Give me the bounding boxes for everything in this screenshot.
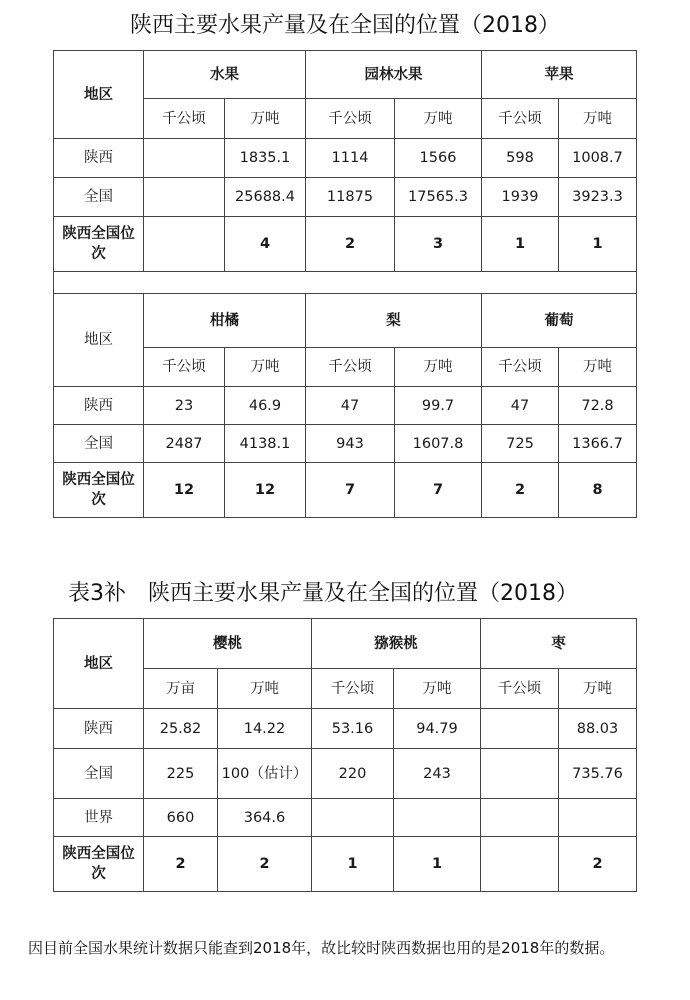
rank-cell: 2 (218, 837, 312, 892)
data-cell: 46.9 (225, 387, 306, 425)
unit-cell: 万吨 (559, 669, 637, 709)
unit-cell: 千公顷 (306, 99, 395, 139)
data-cell: 598 (482, 139, 559, 178)
spacer-row (54, 272, 637, 294)
data-cell: 53.16 (312, 709, 394, 749)
rank-cell: 1 (482, 217, 559, 272)
rank-cell: 12 (225, 463, 306, 518)
group-header: 枣 (481, 619, 637, 669)
data-cell: 88.03 (559, 709, 637, 749)
data-cell: 660 (144, 799, 218, 837)
rank-cell: 7 (306, 463, 395, 518)
data-cell: 100（估计） (218, 749, 312, 799)
rank-cell: 1 (394, 837, 481, 892)
data-cell (559, 799, 637, 837)
area-header: 地区 (54, 294, 144, 387)
data-cell: 23 (144, 387, 225, 425)
row-label: 世界 (54, 799, 144, 837)
unit-cell: 千公顷 (144, 99, 225, 139)
rank-cell: 8 (559, 463, 637, 518)
data-cell: 1607.8 (395, 425, 482, 463)
table-row (54, 749, 637, 799)
rank-label: 陕西全国位次 (54, 837, 144, 892)
group-header: 园林水果 (306, 51, 482, 99)
row-label: 陕西 (54, 139, 144, 178)
data-cell (481, 749, 559, 799)
data-cell: 364.6 (218, 799, 312, 837)
table-row (54, 178, 637, 217)
unit-cell: 万吨 (225, 348, 306, 387)
data-cell: 11875 (306, 178, 395, 217)
data-cell (312, 799, 394, 837)
data-cell: 2487 (144, 425, 225, 463)
data-cell: 225 (144, 749, 218, 799)
unit-cell: 万吨 (394, 669, 481, 709)
unit-cell: 万吨 (559, 348, 637, 387)
unit-cell: 万吨 (395, 348, 482, 387)
unit-cell: 千公顷 (482, 99, 559, 139)
data-cell: 1566 (395, 139, 482, 178)
rank-cell (144, 217, 225, 272)
rank-row (54, 463, 637, 518)
data-cell (481, 709, 559, 749)
rank-cell: 7 (395, 463, 482, 518)
data-cell: 47 (482, 387, 559, 425)
group-header: 葡萄 (482, 294, 637, 348)
rank-label: 陕西全国位次 (54, 217, 144, 272)
rank-cell: 2 (482, 463, 559, 518)
rank-cell: 4 (225, 217, 306, 272)
rank-cell: 12 (144, 463, 225, 518)
data-cell: 1114 (306, 139, 395, 178)
data-cell: 25.82 (144, 709, 218, 749)
group-header: 苹果 (482, 51, 637, 99)
data-cell (144, 178, 225, 217)
group-header: 猕猴桃 (312, 619, 481, 669)
data-cell: 735.76 (559, 749, 637, 799)
data-cell: 220 (312, 749, 394, 799)
data-cell: 1835.1 (225, 139, 306, 178)
unit-cell: 千公顷 (306, 348, 395, 387)
data-cell: 25688.4 (225, 178, 306, 217)
unit-cell: 千公顷 (481, 669, 559, 709)
footnote: 因目前全国水果统计数据只能查到2018年，故比较时陕西数据也用的是2018年的数据。 (28, 939, 615, 957)
unit-cell: 万吨 (218, 669, 312, 709)
row-label: 全国 (54, 425, 144, 463)
table-row (54, 709, 637, 749)
rank-cell: 2 (559, 837, 637, 892)
data-cell: 99.7 (395, 387, 482, 425)
group-header: 柑橘 (144, 294, 306, 348)
data-cell: 1939 (482, 178, 559, 217)
data-cell: 1366.7 (559, 425, 637, 463)
group-header: 梨 (306, 294, 482, 348)
data-cell (144, 139, 225, 178)
rank-cell (481, 837, 559, 892)
data-cell: 47 (306, 387, 395, 425)
rank-cell: 2 (144, 837, 218, 892)
fruit-table-3 (53, 618, 637, 892)
fruit-table-1 (53, 50, 637, 518)
row-label: 全国 (54, 178, 144, 217)
table3-title: 表3补 陕西主要水果产量及在全国的位置（2018） (68, 581, 578, 606)
data-cell: 14.22 (218, 709, 312, 749)
data-cell: 3923.3 (559, 178, 637, 217)
rank-row (54, 837, 637, 892)
table-row (54, 799, 637, 837)
rank-cell: 1 (312, 837, 394, 892)
rank-row (54, 217, 637, 272)
row-label: 全国 (54, 749, 144, 799)
data-cell (394, 799, 481, 837)
rank-cell: 1 (559, 217, 637, 272)
data-cell: 243 (394, 749, 481, 799)
unit-cell: 万亩 (144, 669, 218, 709)
data-cell: 17565.3 (395, 178, 482, 217)
unit-cell: 万吨 (559, 99, 637, 139)
area-header: 地区 (54, 619, 144, 709)
unit-cell: 万吨 (225, 99, 306, 139)
data-cell: 4138.1 (225, 425, 306, 463)
unit-cell: 千公顷 (144, 348, 225, 387)
unit-cell: 千公顷 (482, 348, 559, 387)
page-title: 陕西主要水果产量及在全国的位置（2018） (130, 13, 560, 38)
data-cell: 72.8 (559, 387, 637, 425)
table-row (54, 425, 637, 463)
data-cell: 725 (482, 425, 559, 463)
row-label: 陕西 (54, 709, 144, 749)
data-cell (481, 799, 559, 837)
table-row (54, 387, 637, 425)
data-cell: 943 (306, 425, 395, 463)
row-label: 陕西 (54, 387, 144, 425)
data-cell: 1008.7 (559, 139, 637, 178)
table-row (54, 139, 637, 178)
rank-label: 陕西全国位次 (54, 463, 144, 518)
group-header: 樱桃 (144, 619, 312, 669)
rank-cell: 2 (306, 217, 395, 272)
group-header: 水果 (144, 51, 306, 99)
area-header: 地区 (54, 51, 144, 139)
rank-cell: 3 (395, 217, 482, 272)
data-cell: 94.79 (394, 709, 481, 749)
unit-cell: 万吨 (395, 99, 482, 139)
unit-cell: 千公顷 (312, 669, 394, 709)
